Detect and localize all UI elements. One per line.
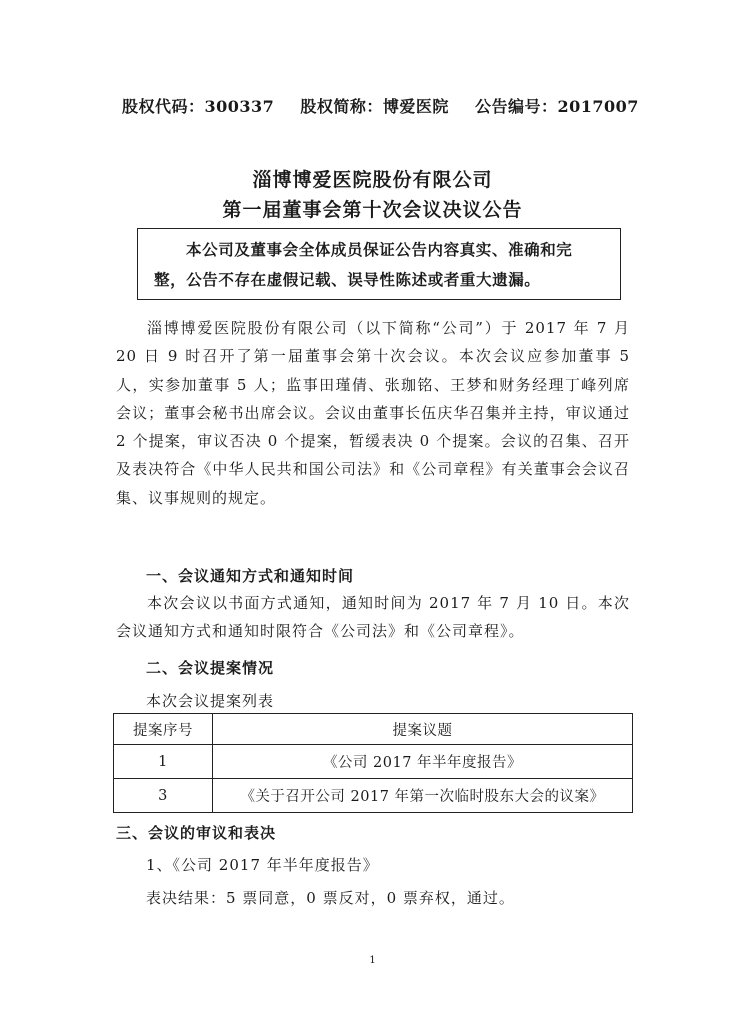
column-header-proposal-no: 提案序号 xyxy=(114,714,213,745)
page-number: 1 xyxy=(369,955,376,966)
guarantee-notice-box: 本公司及董事会全体成员保证公告内容真实、准确和完整，公告不存在虚假记载、误导性陈述或者重大遗漏。 xyxy=(137,228,621,300)
section3-item1-title: 1、《公司 2017 年半年度报告》 xyxy=(146,856,379,874)
table-header-row xyxy=(114,714,633,745)
table-row xyxy=(114,779,633,813)
proposal-title: 《关于召开公司 2017 年第一次临时股东大会的议案》 xyxy=(213,779,633,813)
section1-heading: 一、会议通知方式和通知时间 xyxy=(146,567,355,585)
proposal-no: 3 xyxy=(114,779,213,813)
stock-abbreviation: 股权简称：博爱医院 xyxy=(300,97,449,116)
document-header xyxy=(122,94,642,117)
column-header-proposal-title: 提案议题 xyxy=(213,714,633,745)
proposal-title: 《公司 2017 年半年度报告》 xyxy=(213,745,633,779)
company-name-title: 淄博博爱医院股份有限公司 xyxy=(252,169,493,191)
section3-heading: 三、会议的审议和表决 xyxy=(116,824,277,842)
intro-paragraph: 淄博博爱医院股份有限公司（以下简称“公司”）于 2017 年 7 月 20 日 9 时召开了第一届董事会第十次会议。本次会议应参加董事 5 人，实参加董事 5 人；监事田瑾倩、张珈铭、王梦和财务经理丁峰列席会议；董事会秘书出席会议。会议由董事长伍庆华召集并主持，审议通过 2 个提案，审议否决 0 个提案，暂缓表决 0 个提案。会议的召集、召开及表决符合《中华人民共和国公司法》和《公司章程》有关董事会会议召集、议事规则的规定。 xyxy=(116,319,630,507)
proposal-no: 1 xyxy=(114,745,213,779)
section1-body: 本次会议以书面方式通知，通知时间为 2017 年 7 月 10 日。本次会议通知方式和通知时限符合《公司法》和《公司章程》。 xyxy=(116,594,630,641)
announcement-title: 第一届董事会第十次会议决议公告 xyxy=(222,199,523,221)
proposal-table xyxy=(113,713,633,813)
table-row xyxy=(114,745,633,779)
stock-code: 股权代码：300337 xyxy=(122,97,275,116)
section3-item1-result: 表决结果：5 票同意，0 票反对，0 票弃权，通过。 xyxy=(146,889,515,907)
section2-heading: 二、会议提案情况 xyxy=(146,659,275,677)
table-caption: 本次会议提案列表 xyxy=(146,692,275,710)
notice-number: 公告编号：2017007 xyxy=(474,97,639,116)
